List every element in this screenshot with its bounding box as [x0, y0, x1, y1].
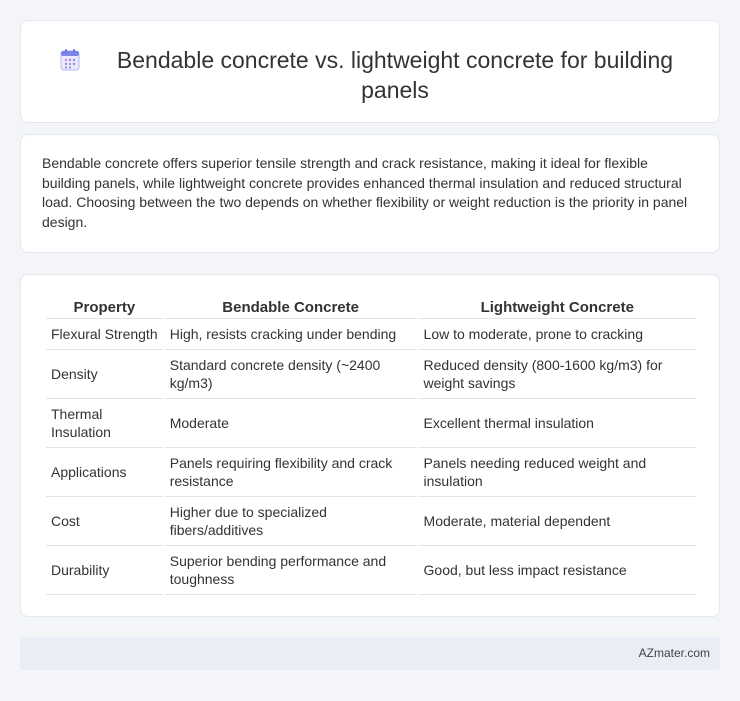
property-cell: Applications — [46, 448, 163, 497]
table-row — [46, 399, 696, 448]
lightweight-cell: Reduced density (800-1600 kg/m3) for weight savings — [419, 350, 696, 399]
table-row — [46, 448, 696, 497]
property-cell: Durability — [46, 546, 163, 595]
footer-site-link[interactable]: AZmater.com — [638, 646, 710, 660]
property-cell: Thermal Insulation — [46, 399, 163, 448]
lightweight-cell: Panels needing reduced weight and insulation — [419, 448, 696, 497]
comparison-table-card — [20, 274, 720, 617]
summary-paragraph: Bendable concrete offers superior tensile strength and crack resistance, making it ideal for flexible building panels, while lightweight concrete provides enhanced thermal insulation and reduced structural load. Choosing between the two depends on whether flexibility or weight reduction is the priority in panel design. — [42, 155, 688, 230]
table-row — [46, 319, 696, 350]
page-title: Bendable concrete vs. lightweight concrete for building panels — [116, 47, 674, 103]
comparison-table — [44, 293, 698, 595]
bendable-cell: Standard concrete density (~2400 kg/m3) — [165, 350, 417, 399]
property-cell: Cost — [46, 497, 163, 546]
title-card — [20, 20, 720, 123]
header-bendable-concrete: Bendable Concrete — [165, 293, 417, 319]
table-row — [46, 546, 696, 595]
footer-bar — [20, 637, 720, 670]
bendable-cell: High, resists cracking under bending — [165, 319, 417, 350]
header-property: Property — [46, 293, 163, 319]
table-row — [46, 497, 696, 546]
property-cell: Flexural Strength — [46, 319, 163, 350]
calendar-icon — [60, 49, 80, 71]
bendable-cell: Superior bending performance and toughness — [165, 546, 417, 595]
header-lightweight-concrete: Lightweight Concrete — [419, 293, 696, 319]
bendable-cell: Higher due to specialized fibers/additives — [165, 497, 417, 546]
bendable-cell: Moderate — [165, 399, 417, 448]
property-cell: Density — [46, 350, 163, 399]
lightweight-cell: Low to moderate, prone to cracking — [419, 319, 696, 350]
lightweight-cell: Excellent thermal insulation — [419, 399, 696, 448]
summary-card — [20, 134, 720, 253]
table-row — [46, 350, 696, 399]
table-header-row — [46, 293, 696, 319]
lightweight-cell: Moderate, material dependent — [419, 497, 696, 546]
lightweight-cell: Good, but less impact resistance — [419, 546, 696, 595]
bendable-cell: Panels requiring flexibility and crack resistance — [165, 448, 417, 497]
